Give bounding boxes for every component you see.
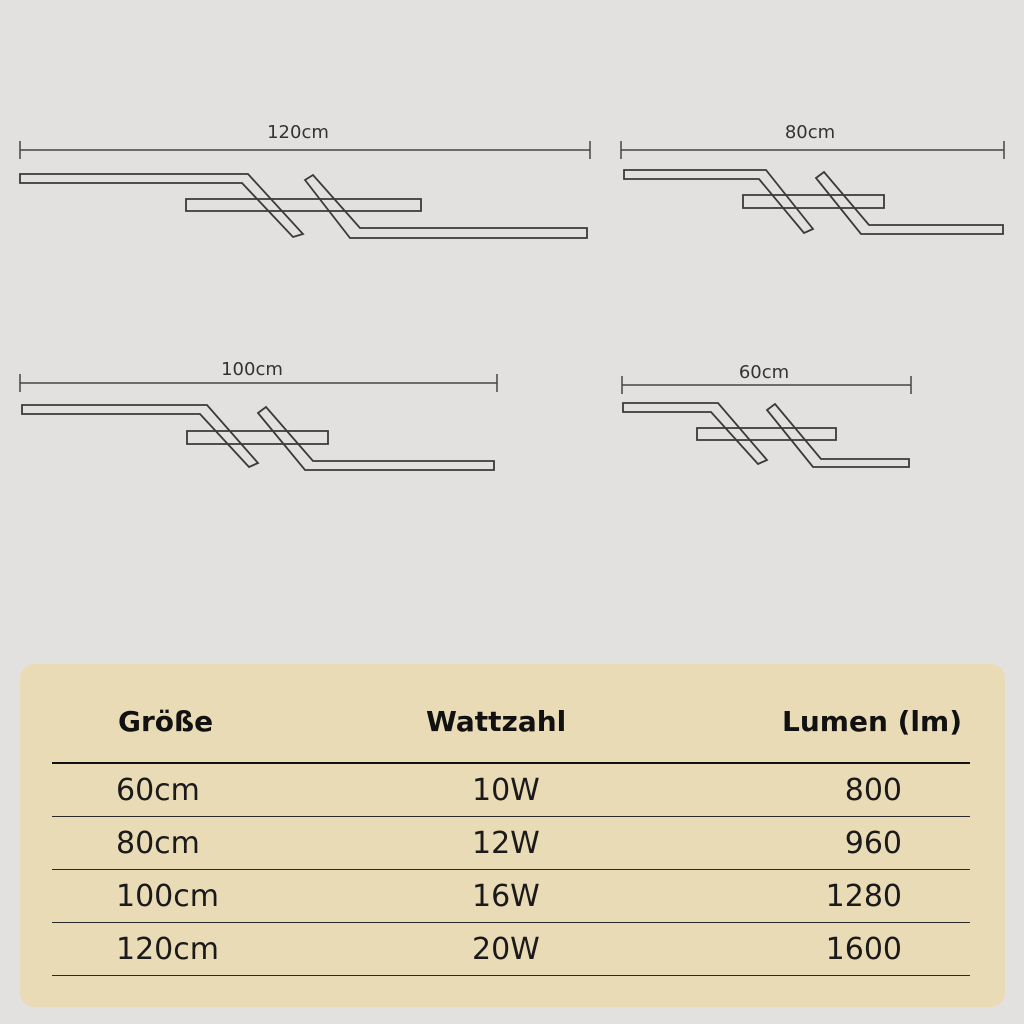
lamp-bar-middle [743, 195, 884, 208]
header-size: Größe [118, 705, 214, 738]
table-header-row [52, 690, 970, 764]
cell-lumen: 1280 [825, 879, 902, 914]
table-row [52, 817, 970, 870]
cell-wattage: 10W [472, 773, 540, 808]
spec-table [52, 690, 970, 976]
lamp-diagram-80cm [621, 122, 1004, 234]
lamp-bar-upper-left [623, 403, 767, 464]
lamp-bar-lower-right [305, 175, 587, 238]
cell-size: 60cm [116, 773, 200, 808]
dimension-label-60cm: 60cm [738, 362, 790, 383]
lamp-bar-lower-right [816, 172, 1003, 234]
cell-wattage: 20W [472, 932, 540, 967]
cell-lumen: 1600 [825, 932, 902, 967]
lamp-diagram-60cm [622, 362, 911, 467]
cell-lumen: 960 [844, 826, 902, 861]
lamp-bar-upper-left [20, 174, 303, 237]
dimension-label-80cm: 80cm [784, 122, 836, 143]
cell-size: 80cm [116, 826, 200, 861]
cell-size: 100cm [116, 879, 219, 914]
lamp-bar-lower-right [767, 404, 909, 467]
table-row [52, 764, 970, 817]
header-wattage: Wattzahl [426, 705, 567, 738]
lamp-bar-lower-right [258, 407, 494, 470]
cell-wattage: 16W [472, 879, 540, 914]
lamp-diagram-100cm [20, 359, 497, 470]
header-lumen: Lumen (lm) [782, 705, 962, 738]
lamp-bar-upper-left [624, 170, 813, 233]
cell-wattage: 12W [472, 826, 540, 861]
lamp-bar-middle [187, 431, 328, 444]
cell-lumen: 800 [844, 773, 902, 808]
dimension-label-120cm: 120cm [267, 122, 329, 143]
dimension-label-100cm: 100cm [221, 359, 283, 380]
lamp-bar-middle [186, 199, 421, 211]
table-row [52, 923, 970, 976]
lamp-bar-middle [697, 428, 836, 440]
cell-size: 120cm [116, 932, 219, 967]
lamp-diagram-120cm [20, 122, 590, 238]
table-row [52, 870, 970, 923]
lamp-bar-upper-left [22, 405, 258, 467]
